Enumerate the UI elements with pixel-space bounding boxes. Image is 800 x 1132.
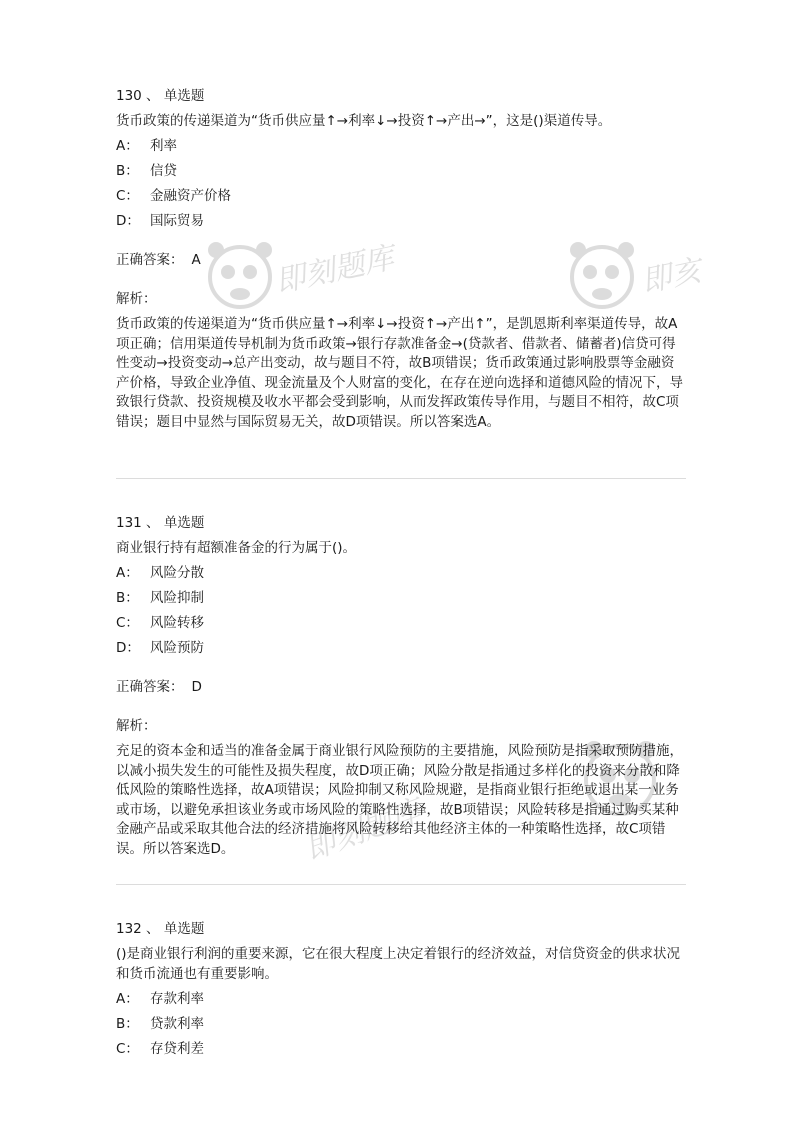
question-number: 130 、 单选题 (116, 88, 205, 104)
option-b (116, 1015, 686, 1034)
option-d (116, 212, 686, 231)
option-key: B： (116, 1016, 139, 1032)
analysis-label: 解析： (116, 291, 157, 307)
watermark-brand-right: 即亥 (638, 253, 705, 300)
option-c (116, 1040, 686, 1059)
answer-value: D (191, 679, 202, 695)
question-130 (116, 87, 686, 432)
option-b (116, 589, 686, 608)
option-key: B： (116, 163, 139, 179)
option-text: 风险预防 (150, 640, 204, 656)
option-text: 风险分散 (150, 565, 204, 581)
analysis-label: 解析： (116, 718, 157, 734)
question-stem: 货币政策的传递渠道为“货币供应量↑→利率↓→投资↑→产出→”，这是()渠道传导。 (116, 113, 612, 129)
option-text: 存贷利差 (150, 1041, 204, 1057)
option-text: 贷款利率 (150, 1016, 204, 1032)
option-text: 存款利率 (150, 991, 204, 1007)
option-a (116, 564, 686, 583)
question-stem: 商业银行持有超额准备金的行为属于()。 (116, 540, 357, 556)
correct-answer (116, 678, 686, 697)
analysis-text: 充足的资本金和适当的准备金属于商业银行风险预防的主要措施，风险预防是指采取预防措施，以减小损失发生的可能性及损失程度，故D项正确；风险分散是指通过多样化的投资来分散和降低风险的策略性选择，故A项错误；风险抑制又称风险规避，是指商业银行拒绝或退出某一业务或市场，以避免承担该业务或市场风险的策略性选择，故B项错误；风险转移是指通过购买某种金融产品或采取其他合法的经济措施将风险转移给其他经济主体的一种策略性选择，故C项错误。所以答案选D。 (116, 743, 683, 857)
divider (116, 884, 686, 885)
watermark-brand-left: 即刻题库 (272, 240, 398, 300)
question-number: 132 、 单选题 (116, 921, 205, 937)
option-key: C： (116, 1041, 139, 1057)
question-131 (116, 514, 686, 859)
divider (116, 478, 686, 479)
option-text: 信贷 (150, 163, 177, 179)
correct-answer (116, 251, 686, 270)
option-key: A： (116, 565, 139, 581)
option-c (116, 614, 686, 633)
option-key: A： (116, 138, 139, 154)
option-text: 国际贸易 (150, 213, 204, 229)
option-key: B： (116, 590, 139, 606)
option-text: 风险抑制 (150, 590, 204, 606)
option-text: 利率 (150, 138, 177, 154)
option-c (116, 187, 686, 206)
option-d (116, 639, 686, 658)
question-132 (116, 920, 686, 1059)
option-text: 金融资产价格 (150, 188, 231, 204)
option-b (116, 162, 686, 181)
watermark-brand-middle: 即刻题库 (300, 793, 426, 868)
question-stem: ()是商业银行利润的重要来源，它在很大程度上决定着银行的经济效益，对信贷资金的供求状况和货币流通也有重要影响。 (116, 946, 681, 982)
option-a (116, 137, 686, 156)
question-number: 131 、 单选题 (116, 515, 205, 531)
answer-label: 正确答案： (116, 252, 184, 268)
option-key: D： (116, 640, 140, 656)
answer-label: 正确答案： (116, 679, 184, 695)
answer-value: A (191, 252, 201, 268)
option-key: A： (116, 991, 139, 1007)
option-key: C： (116, 615, 139, 631)
option-key: C： (116, 188, 139, 204)
analysis-text: 货币政策的传递渠道为“货币供应量↑→利率↓→投资↑→产出↑”，是凯恩斯利率渠道传导，故A项正确；信用渠道传导机制为货币政策→银行存款准备金→(贷款者、借款者、储蓄者)信贷可得性变动→投资变动→总产出变动，故与题目不符，故B项错误；货币政策通过影响股票等金融资产价格，导致企业净值、现金流量及个人财富的变化，在存在逆向选择和道德风险的情况下，导致银行贷款、投资规模及收水平都会受到影响，从而发挥政策传导作用，与题目不相符，故C项错误；题目中显然与国际贸易无关，故D项错误。所以答案选A。 (116, 316, 683, 430)
option-text: 风险转移 (150, 615, 204, 631)
option-a (116, 990, 686, 1009)
option-key: D： (116, 213, 140, 229)
